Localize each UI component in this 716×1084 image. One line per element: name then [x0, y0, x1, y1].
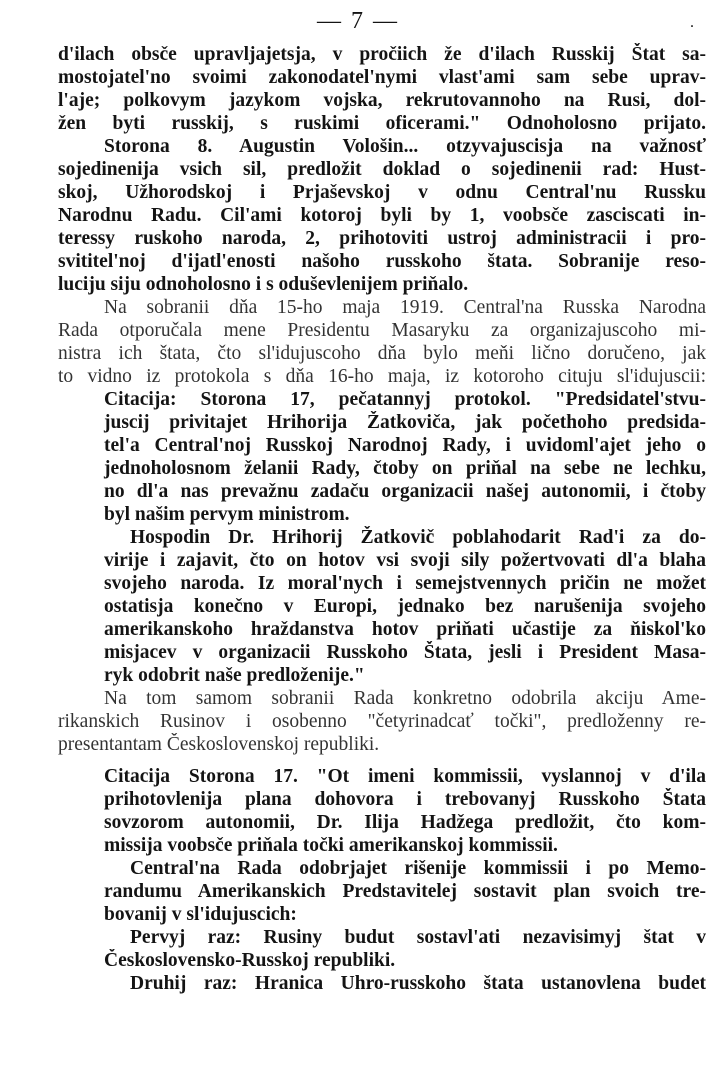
text-line: l'aje; polkovym jazykom vojska, rekrutovannoho na Rusi, dol-	[58, 90, 706, 111]
text-line: prihotovlenija plana dohovora i trebovanyj Russkoho Štata	[104, 789, 706, 810]
text-line: luciju siju odnoholosno i s oduševlenijem priňalo.	[58, 274, 469, 295]
text-line: skoj, Užhorodskoj i Prjaševskoj v odnu Central'nu Russku	[58, 182, 706, 203]
text-line: virije i zajavit, čto on hotov vsi svoji sily požertvovati dl'a blaha	[104, 550, 706, 571]
paragraph-gap	[58, 756, 706, 765]
text-line: presentantam Československoj republiki.	[58, 734, 380, 755]
body-text	[58, 43, 706, 995]
text-line: randumu Amerikanskich Predstavitelej sostavit plan svoich tre-	[104, 881, 706, 902]
text-line: Hospodin Dr. Hrihorij Žatkovič poblahodarit Rad'i za do-	[130, 527, 706, 548]
text-line: byl našim pervym ministrom.	[104, 504, 350, 525]
text-line: Rada otporučala mene Presidentu Masaryku za organizajuscoho mi-	[58, 320, 706, 341]
text-line: Citacija Storona 17. "Ot imeni kommissii, vyslannoj v d'ila	[104, 766, 706, 787]
page-number: — 7 —	[317, 8, 399, 34]
text-line: to vidno iz protokola s dňa 16-ho maja, iz kotoroho cituju sl'idujuscii:	[58, 366, 706, 387]
text-line: Pervyj raz: Rusiny budut sostavl'ati nezavisimyj štat v	[130, 927, 706, 948]
text-line: missija voobsče priňala točki amerikanskoj kommissii.	[104, 835, 558, 856]
text-line: sovzorom autonomii, Dr. Ilija Hadžega predložit, čto kom-	[104, 812, 706, 833]
text-line: Československo-Russkoj republiki.	[104, 950, 396, 971]
text-line: Na tom samom sobranii Rada konkretno odobrila akciju Ame-	[104, 688, 706, 709]
text-line: teressy ruskoho naroda, 2, prihotoviti ustroj administracii i pro-	[58, 228, 706, 249]
text-line: Narodnu Radu. Cil'ami kotoroj byli by 1, voobsče zasciscati in-	[58, 205, 706, 226]
text-line: tel'a Central'noj Russkoj Narodnoj Rady, i uvidoml'ajet jeho o	[104, 435, 706, 456]
text-line: Druhij raz: Hranica Uhro-russkoho štata ustanovlena budet	[130, 973, 706, 994]
text-line: misjacev v organizacii Russkoho Štata, jesli i President Masa-	[104, 642, 706, 663]
text-line: juscij privitajet Hrihorija Žatkoviča, jak počethoho predsida-	[104, 412, 706, 433]
text-line: žen byti russkij, s ruskimi oficerami." Odnoholosno prijato.	[58, 113, 706, 134]
text-line: Storona 8. Augustin Vološin... otzyvajuscisja na važnosť	[104, 136, 706, 157]
text-line: d'ilach obsče upravljajetsja, v pročiich že d'ilach Russkij Štat sa-	[58, 44, 706, 65]
text-line: ryk odobrit naše predloženije."	[104, 665, 365, 686]
text-line: bovanij v sl'idujuscich:	[104, 904, 297, 925]
text-line: mostojatel'no svoimi zakonodatel'nymi vlast'ami sam sebe uprav-	[58, 67, 706, 88]
text-line: Central'na Rada odobrjajet rišenije kommissii i po Memo-	[130, 858, 706, 879]
text-line: no dl'a nas prevažnu zadaču organizacii našej autonomii, i čtoby	[104, 481, 706, 502]
text-line: rikanskich Rusinov i osobenno "četyrinadcať točki", predloženny re-	[58, 711, 706, 732]
text-line: svititel'noj d'ijatl'enosti našoho russkoho štata. Sobranije reso-	[58, 251, 706, 272]
text-line: jednoholosnom želanii Rady, čtoby on priňal na sebe ne lechku,	[104, 458, 706, 479]
text-line: svojeho naroda. Iz moral'nych i semejstvennych pričin ne možet	[104, 573, 706, 594]
text-line: ostatisja konečno v Europi, jednako bez narušenija svojeho	[104, 596, 706, 617]
text-line: sojedinenija vsich sil, predložit doklad o sojedinenii rad: Hust-	[58, 159, 706, 180]
corner-mark: .	[690, 14, 694, 31]
text-line: Na sobranii dňa 15-ho maja 1919. Central'na Russka Narodna	[104, 297, 706, 318]
text-line: amerikanskoho hraždanstva hotov priňati učastije za ňiskol'ko	[104, 619, 706, 640]
text-line: nistra ich štata, čto sl'idujuscoho dňa bylo meňi lično doručeno, jak	[58, 343, 706, 364]
text-line: Citacija: Storona 17, pečatannyj protokol. "Predsidatel'stvu-	[104, 389, 706, 410]
